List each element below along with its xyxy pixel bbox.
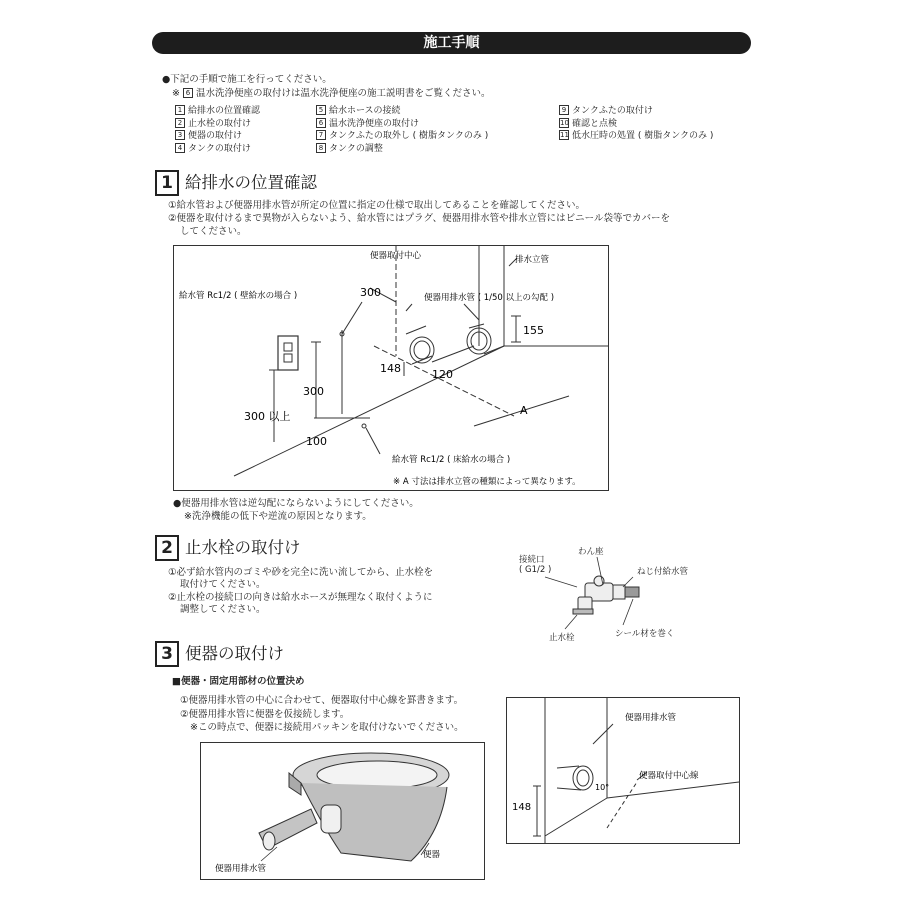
step-item: 4 タンクの取付け: [175, 143, 260, 156]
intro-line-2: ※ 6 温水洗浄便座の取付けは温水洗浄便座の施工説明書をご覧ください。: [172, 88, 491, 99]
label-bowl-drain: 便器用排水管: [215, 864, 267, 874]
dim-120: 120: [432, 368, 453, 381]
section-3-heading: 3 便器の取付け: [155, 641, 284, 667]
intro-line-1: ●下記の手順で施工を行ってください。: [162, 74, 332, 85]
dim-155: 155: [523, 324, 544, 337]
label-stop-valve: 止水栓: [549, 633, 575, 643]
plumbing-diagram-drawing: [174, 246, 608, 490]
section-1-after-2: ※洗浄機能の低下や逆流の原因となります。: [184, 511, 372, 522]
label-angle: 10°: [595, 783, 610, 792]
dim-300-mid: 300: [303, 385, 324, 398]
section-2-note-1: ①必ず給水管内のゴミや砂を完全に洗い流してから、止水栓を: [168, 567, 434, 578]
section-3-note-3: ※この時点で、便器に接続用パッキンを取付けないでください。: [190, 722, 464, 733]
label-note-a: ※ A 寸法は排水立管の種類によって異なります。: [393, 477, 581, 487]
toilet-bowl-illustration: [200, 742, 485, 880]
dim-100: 100: [306, 435, 327, 448]
section-3-subhead: ■便器・固定用部材の位置決め: [172, 676, 305, 687]
step-item: 6 温水洗浄便座の取付け: [316, 118, 488, 131]
section-2-note-2b: 調整してください。: [180, 604, 266, 615]
label-drain-pipe: 便器用排水管: [625, 713, 677, 723]
step-item: 5 給水ホースの接続: [316, 105, 488, 118]
dim-300-top: 300: [360, 286, 381, 299]
label-port: 接続口: [519, 555, 545, 565]
label-wall-supply: 給水管 Rc1/2 ( 壁給水の場合 ): [179, 291, 298, 301]
step-list-col-2: [316, 105, 488, 155]
section-1-note-2: ②便器を取付けるまで異物が入らないよう、給水管にはプラグ、便器用排水管や排水立管にはビニール袋等でカバーを: [168, 213, 670, 224]
dim-a: A: [520, 404, 528, 417]
label-seal: シール材を巻く: [615, 629, 675, 639]
dim-148: 148: [380, 362, 401, 375]
section-2-note-1b: 取付けてください。: [180, 579, 266, 590]
stop-valve-illustration: [515, 545, 725, 645]
step-item: 1 給排水の位置確認: [175, 105, 260, 118]
label-threaded-pipe: ねじ付給水管: [637, 567, 689, 577]
drain-marking-illustration: [506, 697, 740, 844]
section-1-note-1: ①給水管および便器用排水管が所定の位置に指定の仕様で取出してあることを確認してください。: [168, 200, 586, 211]
label-drain-stack: 排水立管: [515, 255, 550, 265]
section-3-note-1: ①便器用排水管の中心に合わせて、便器取付中心線を罫書きます。: [180, 695, 464, 706]
step-item: 2 止水栓の取付け: [175, 118, 260, 131]
page-title: 施工手順: [152, 32, 751, 54]
section-3-note-2: ②便器用排水管に便器を仮接続します。: [180, 709, 350, 720]
step-list-col-3: [559, 105, 713, 143]
section-1-after-1: ●便器用排水管は逆勾配にならないようにしてください。: [173, 498, 419, 509]
section-2-note-2: ②止水栓の接続口の向きは給水ホースが無理なく取付くように: [168, 592, 433, 603]
step-item: 3 便器の取付け: [175, 130, 260, 143]
dim-148-right: 148: [512, 802, 532, 813]
step-item: 11 低水圧時の処置 ( 樹脂タンクのみ ): [560, 131, 714, 141]
label-toilet-drain: 便器用排水管 ( 1/50 以上の勾配 ): [424, 293, 555, 303]
step-item: 9 タンクふたの取付け: [559, 105, 713, 118]
step-badge: 6: [183, 88, 193, 98]
step-item: 10 確認と点検: [560, 118, 618, 129]
label-bowl: 便器: [423, 850, 441, 860]
dim-300-over: 300 以上: [244, 410, 291, 423]
label-port-spec: ( G1/2 ): [519, 565, 552, 575]
step-item: 8 タンクの調整: [316, 143, 488, 156]
section-2-heading: 2 止水栓の取付け: [155, 535, 301, 561]
step-item: 7 タンクふたの取外し ( 樹脂タンクのみ ): [316, 130, 488, 143]
section-1-heading: 1 給排水の位置確認: [155, 170, 317, 196]
label-washer: わん座: [578, 547, 604, 557]
section-1-note-2b: してください。: [180, 226, 247, 237]
plumbing-diagram: [173, 245, 609, 491]
label-toilet-center: 便器取付中心: [370, 251, 422, 261]
step-list-col-1: [175, 105, 260, 155]
label-center-line: 便器取付中心線: [639, 771, 699, 781]
label-floor-supply: 給水管 Rc1/2 ( 床給水の場合 ): [392, 455, 511, 465]
